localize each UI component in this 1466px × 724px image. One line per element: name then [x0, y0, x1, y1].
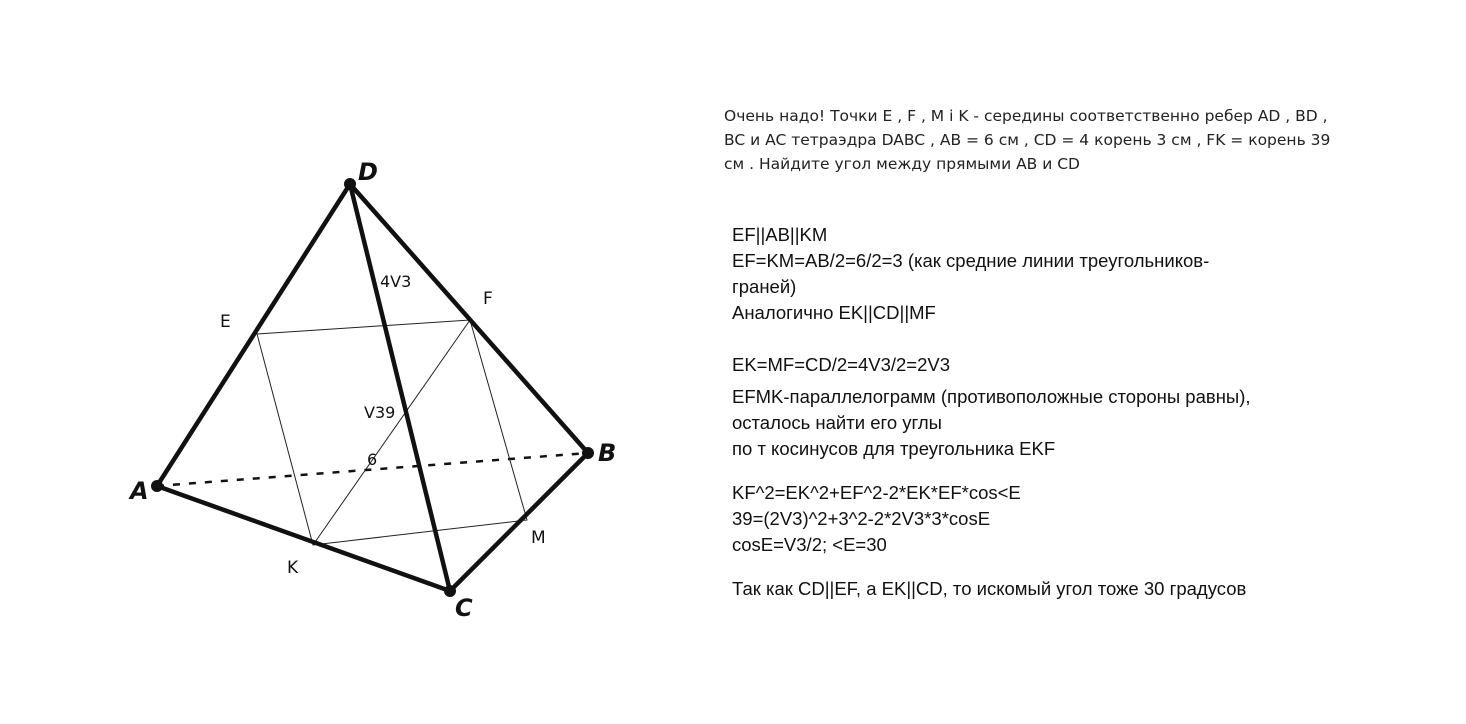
solution-block-2: [732, 352, 1372, 378]
midpoint-label-f: F: [483, 289, 493, 309]
edge-label-fk: V39: [364, 403, 396, 422]
solution-line: Так как CD||EF, а EK||CD, то искомый угол тоже 30 градусов: [732, 578, 1247, 599]
edge-label-cd: 4V3: [380, 272, 412, 291]
vertex-dot-d: [344, 178, 356, 190]
midpoint-label-e: E: [220, 312, 231, 332]
solution-line: cosE=V3/2; <E=30: [732, 534, 887, 555]
solution-line: EF||AB||KM: [732, 224, 828, 245]
solution-line: KF^2=EK^2+EF^2-2*EK*EF*cos<E: [732, 482, 1021, 503]
solution-line: граней): [732, 276, 797, 297]
vertex-dot-a: [151, 480, 163, 492]
solution-line: 39=(2V3)^2+3^2-2*2V3*3*cosE: [732, 508, 991, 529]
vertex-dot-b: [582, 447, 594, 459]
edge-dc: [350, 184, 450, 591]
vertex-label-d: D: [358, 158, 378, 186]
solution-conclusion: [732, 576, 1372, 602]
edge-ac: [157, 486, 450, 591]
problem-statement: Очень надо! Точки E , F , M i K - середины соответственно ребер AD , BD , BC и AC тетраэдра DABC , AB = 6 см , CD = 4 корень 3 см , FK = корень 39 см . Найдите угол между прямыми AB и CD: [724, 107, 1331, 173]
solution-line: EF=KM=AB/2=6/2=3 (как средние линии треугольников-: [732, 250, 1210, 271]
solution-line: Аналогично EK||CD||MF: [732, 302, 936, 323]
tetrahedron-diagram: [0, 0, 700, 724]
edge-cb: [450, 453, 588, 591]
vertex-label-a: A: [130, 477, 149, 505]
vertex-label-c: C: [455, 594, 473, 622]
solution-line: по т косинусов для треугольника EKF: [732, 438, 1056, 459]
solution-line: EFMK-параллелограмм (противоположные стороны равны),: [732, 386, 1251, 407]
edge-ad: [157, 184, 350, 486]
solution-block-3: [732, 384, 1372, 462]
solution-line: осталось найти его углы: [732, 412, 942, 433]
solution-line: EK=MF=CD/2=4V3/2=2V3: [732, 354, 951, 375]
midpoint-label-m: M: [531, 528, 546, 548]
midpoint-label-k: K: [287, 558, 299, 578]
vertex-label-b: B: [598, 439, 617, 467]
solution-block-4: [732, 480, 1372, 558]
edge-label-ab: 6: [367, 450, 378, 469]
solution-block-1: [732, 222, 1372, 326]
